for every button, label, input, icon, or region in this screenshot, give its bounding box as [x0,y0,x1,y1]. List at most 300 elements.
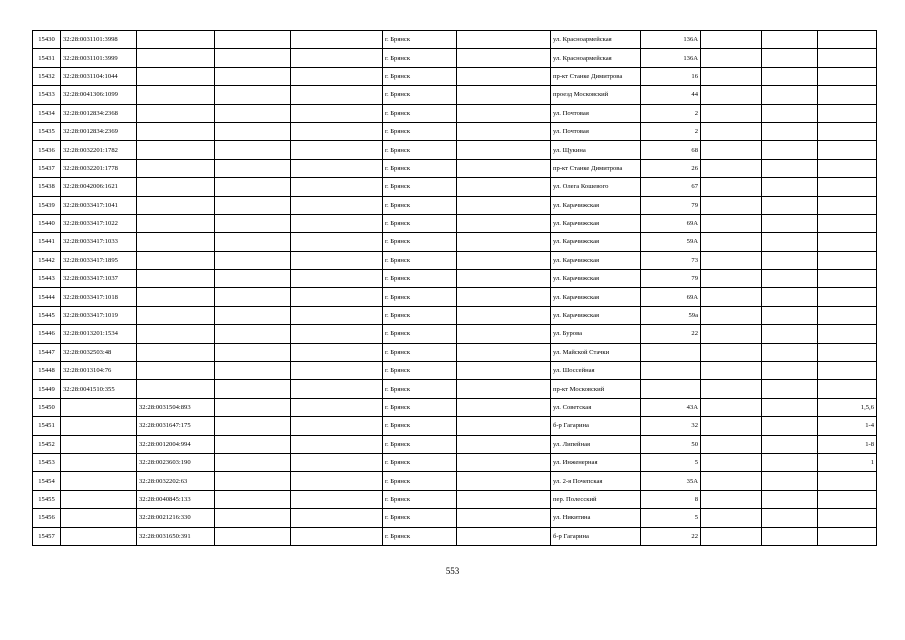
cadastral-number-premises: 32:28:0023603:190 [137,453,215,471]
flat-number-cell [818,472,877,490]
street-cell: ул. Карачижская [551,233,641,251]
empty-cell [215,417,291,435]
cadastral-number-building [61,453,137,471]
empty-cell [701,104,762,122]
empty-cell [457,490,551,508]
flat-number-cell [818,86,877,104]
empty-cell [291,178,383,196]
city-cell: г. Брянск [383,178,457,196]
cadastral-number-premises [137,214,215,232]
empty-cell [762,380,818,398]
empty-cell [701,178,762,196]
empty-cell [457,343,551,361]
row-number: 15437 [33,159,61,177]
row-number: 15439 [33,196,61,214]
empty-cell [701,325,762,343]
empty-cell [762,104,818,122]
cadastral-number-premises [137,325,215,343]
empty-cell [762,251,818,269]
row-number: 15430 [33,31,61,49]
empty-cell [762,362,818,380]
empty-cell [762,141,818,159]
cadastral-number-building: 32:28:0041510:355 [61,380,137,398]
flat-number-cell [818,527,877,545]
street-cell: проезд Московский [551,86,641,104]
empty-cell [762,325,818,343]
house-number-cell: 2 [641,122,701,140]
empty-cell [291,362,383,380]
city-cell: г. Брянск [383,417,457,435]
house-number-cell: 5 [641,509,701,527]
empty-cell [762,288,818,306]
empty-cell [215,196,291,214]
table-row [33,122,877,140]
page-number: 553 [445,566,460,576]
flat-number-cell: 1-8 [818,435,877,453]
cadastral-number-premises [137,104,215,122]
empty-cell [701,49,762,67]
row-number: 15438 [33,178,61,196]
flat-number-cell: 1-4 [818,417,877,435]
empty-cell [291,509,383,527]
flat-number-cell: 1 [818,453,877,471]
house-number-cell: 22 [641,527,701,545]
cadastral-number-premises [137,343,215,361]
empty-cell [457,122,551,140]
street-cell: ул. Почтовая [551,122,641,140]
cadastral-number-building [61,472,137,490]
house-number-cell [641,362,701,380]
cadastral-number-building: 32:28:0032503:48 [61,343,137,361]
row-number: 15434 [33,104,61,122]
empty-cell [762,67,818,85]
empty-cell [457,86,551,104]
house-number-cell: 79 [641,196,701,214]
row-number: 15446 [33,325,61,343]
city-cell: г. Брянск [383,104,457,122]
empty-cell [291,49,383,67]
cadastral-number-premises [137,86,215,104]
empty-cell [215,453,291,471]
cadastral-number-premises: 32:28:0032202:63 [137,472,215,490]
street-cell: ул. Карачижская [551,306,641,324]
table-row [33,104,877,122]
house-number-cell: 43А [641,398,701,416]
city-cell: г. Брянск [383,196,457,214]
empty-cell [291,380,383,398]
cadastral-number-premises [137,122,215,140]
empty-cell [762,453,818,471]
empty-cell [291,233,383,251]
empty-cell [215,362,291,380]
empty-cell [457,233,551,251]
empty-cell [291,472,383,490]
house-number-cell: 8 [641,490,701,508]
empty-cell [291,325,383,343]
empty-cell [291,122,383,140]
street-cell: ул. Олега Кошевого [551,178,641,196]
cadastral-number-building: 32:28:0041306:1099 [61,86,137,104]
empty-cell [701,31,762,49]
cadastral-number-building: 32:28:0032201:1778 [61,159,137,177]
house-number-cell: 32 [641,417,701,435]
cadastral-number-building: 32:28:0033417:1019 [61,306,137,324]
street-cell: ул. Карачижская [551,196,641,214]
house-number-cell: 22 [641,325,701,343]
empty-cell [215,86,291,104]
empty-cell [457,509,551,527]
street-cell: ул. Красноармейская [551,49,641,67]
table-row [33,325,877,343]
empty-cell [291,159,383,177]
empty-cell [291,453,383,471]
table-row [33,490,877,508]
row-number: 15440 [33,214,61,232]
table-row [33,288,877,306]
row-number: 15445 [33,306,61,324]
city-cell: г. Брянск [383,233,457,251]
empty-cell [215,343,291,361]
city-cell: г. Брянск [383,362,457,380]
row-number: 15441 [33,233,61,251]
house-number-cell: 136А [641,31,701,49]
empty-cell [215,233,291,251]
city-cell: г. Брянск [383,159,457,177]
row-number: 15431 [33,49,61,67]
table-row [33,472,877,490]
cadastral-number-building [61,527,137,545]
empty-cell [457,380,551,398]
row-number: 15450 [33,398,61,416]
street-cell: ул. Инженерная [551,453,641,471]
table-row [33,86,877,104]
empty-cell [701,380,762,398]
flat-number-cell [818,122,877,140]
empty-cell [215,472,291,490]
cadastral-number-premises [137,288,215,306]
empty-cell [457,159,551,177]
empty-cell [701,122,762,140]
empty-cell [701,233,762,251]
empty-cell [291,306,383,324]
house-number-cell: 5 [641,453,701,471]
empty-cell [457,527,551,545]
city-cell: г. Брянск [383,288,457,306]
house-number-cell: 79 [641,270,701,288]
row-number: 15452 [33,435,61,453]
cadastral-number-building: 32:28:0031101:3998 [61,31,137,49]
empty-cell [291,196,383,214]
row-number: 15432 [33,67,61,85]
street-cell: ул. Бурова [551,325,641,343]
row-number: 15455 [33,490,61,508]
street-cell: б-р Гагарина [551,417,641,435]
empty-cell [701,270,762,288]
empty-cell [762,49,818,67]
cadastral-number-premises [137,159,215,177]
street-cell: пр-кт Станке Димитрова [551,67,641,85]
cadastral-number-premises [137,67,215,85]
flat-number-cell [818,251,877,269]
empty-cell [291,86,383,104]
empty-cell [701,472,762,490]
cadastral-number-premises: 32:28:0040845:133 [137,490,215,508]
empty-cell [291,490,383,508]
house-number-cell: 50 [641,435,701,453]
empty-cell [215,398,291,416]
table-row [33,509,877,527]
house-number-cell [641,380,701,398]
empty-cell [701,214,762,232]
empty-cell [701,159,762,177]
street-cell: ул. Советская [551,398,641,416]
cadastral-number-premises [137,251,215,269]
empty-cell [215,214,291,232]
flat-number-cell [818,196,877,214]
flat-number-cell [818,270,877,288]
empty-cell [457,104,551,122]
empty-cell [457,472,551,490]
flat-number-cell [818,214,877,232]
table-row [33,362,877,380]
city-cell: г. Брянск [383,270,457,288]
empty-cell [701,417,762,435]
cadastral-number-building: 32:28:0033417:1041 [61,196,137,214]
empty-cell [291,270,383,288]
row-number: 15456 [33,509,61,527]
empty-cell [701,527,762,545]
empty-cell [291,288,383,306]
table-row [33,214,877,232]
row-number: 15435 [33,122,61,140]
empty-cell [701,196,762,214]
cadastral-number-building: 32:28:0033417:1022 [61,214,137,232]
flat-number-cell [818,380,877,398]
cadastral-number-premises: 32:28:0031650:391 [137,527,215,545]
city-cell: г. Брянск [383,67,457,85]
empty-cell [701,141,762,159]
city-cell: г. Брянск [383,453,457,471]
empty-cell [762,417,818,435]
empty-cell [291,31,383,49]
empty-cell [291,435,383,453]
city-cell: г. Брянск [383,490,457,508]
empty-cell [457,141,551,159]
cadastral-number-premises [137,233,215,251]
street-cell: ул. Никитина [551,509,641,527]
cadastral-number-building: 32:28:0031101:3999 [61,49,137,67]
row-number: 15451 [33,417,61,435]
empty-cell [457,49,551,67]
cadastral-number-premises [137,380,215,398]
empty-cell [215,49,291,67]
row-number: 15433 [33,86,61,104]
cadastral-number-premises [137,306,215,324]
empty-cell [701,509,762,527]
row-number: 15448 [33,362,61,380]
house-number-cell: 69А [641,214,701,232]
empty-cell [762,31,818,49]
table-row [33,398,877,416]
cadastral-number-building [61,398,137,416]
empty-cell [701,306,762,324]
empty-cell [457,453,551,471]
house-number-cell: 68 [641,141,701,159]
cadastral-number-building [61,490,137,508]
empty-cell [215,490,291,508]
empty-cell [701,67,762,85]
cadastral-number-building [61,435,137,453]
empty-cell [701,86,762,104]
empty-cell [457,67,551,85]
empty-cell [762,270,818,288]
empty-cell [701,435,762,453]
table-row [33,67,877,85]
house-number-cell: 69А [641,288,701,306]
city-cell: г. Брянск [383,527,457,545]
flat-number-cell [818,362,877,380]
cadastral-number-building: 32:28:0033417:1895 [61,251,137,269]
row-number: 15447 [33,343,61,361]
empty-cell [701,398,762,416]
cadastral-number-building: 32:28:0032201:1782 [61,141,137,159]
empty-cell [762,435,818,453]
empty-cell [457,306,551,324]
flat-number-cell [818,67,877,85]
empty-cell [457,325,551,343]
empty-cell [457,196,551,214]
city-cell: г. Брянск [383,31,457,49]
empty-cell [701,362,762,380]
flat-number-cell [818,178,877,196]
cadastral-number-building: 32:28:0012834:2369 [61,122,137,140]
empty-cell [215,159,291,177]
street-cell: ул. Майской Стачки [551,343,641,361]
table-row [33,196,877,214]
cadastral-number-premises [137,196,215,214]
empty-cell [457,31,551,49]
row-number: 15443 [33,270,61,288]
empty-cell [291,141,383,159]
cadastral-number-building: 32:28:0042006:1621 [61,178,137,196]
street-cell: ул. Карачижская [551,270,641,288]
city-cell: г. Брянск [383,435,457,453]
row-number: 15449 [33,380,61,398]
street-cell: ул. Карачижская [551,251,641,269]
flat-number-cell [818,104,877,122]
house-number-cell: 2 [641,104,701,122]
street-cell: ул. Почтовая [551,104,641,122]
row-number: 15436 [33,141,61,159]
table-row [33,343,877,361]
empty-cell [701,490,762,508]
empty-cell [762,490,818,508]
empty-cell [457,178,551,196]
flat-number-cell [818,49,877,67]
empty-cell [457,398,551,416]
house-number-cell: 136А [641,49,701,67]
house-number-cell: 16 [641,67,701,85]
house-number-cell: 73 [641,251,701,269]
street-cell: б-р Гагарина [551,527,641,545]
table-row [33,178,877,196]
flat-number-cell [818,141,877,159]
cadastral-number-building: 32:28:0031104:1044 [61,67,137,85]
house-number-cell [641,343,701,361]
empty-cell [215,435,291,453]
empty-cell [215,270,291,288]
table-row [33,417,877,435]
cadastral-number-premises: 32:28:0021216:330 [137,509,215,527]
empty-cell [762,214,818,232]
cadastral-number-building [61,417,137,435]
cadastral-number-building: 32:28:0013104:76 [61,362,137,380]
house-number-cell: 67 [641,178,701,196]
empty-cell [291,251,383,269]
empty-cell [762,122,818,140]
table-row [33,31,877,49]
house-number-cell: 35А [641,472,701,490]
table-row [33,527,877,545]
empty-cell [457,251,551,269]
flat-number-cell [818,159,877,177]
table-row [33,159,877,177]
cadastral-number-building: 32:28:0012834:2368 [61,104,137,122]
row-number: 15442 [33,251,61,269]
empty-cell [215,509,291,527]
table-row [33,233,877,251]
table-row [33,306,877,324]
city-cell: г. Брянск [383,325,457,343]
house-number-cell: 59а [641,306,701,324]
empty-cell [291,527,383,545]
empty-cell [762,178,818,196]
row-number: 15457 [33,527,61,545]
empty-cell [291,343,383,361]
table-row [33,141,877,159]
city-cell: г. Брянск [383,398,457,416]
street-cell: пер. Полесский [551,490,641,508]
house-number-cell: 44 [641,86,701,104]
empty-cell [291,104,383,122]
cadastral-number-premises [137,362,215,380]
house-number-cell: 59А [641,233,701,251]
empty-cell [762,159,818,177]
empty-cell [457,288,551,306]
street-cell: ул. Шоссейная [551,362,641,380]
cadastral-number-premises: 32:28:0012004:994 [137,435,215,453]
empty-cell [762,306,818,324]
table-row [33,380,877,398]
city-cell: г. Брянск [383,343,457,361]
empty-cell [215,67,291,85]
city-cell: г. Брянск [383,509,457,527]
city-cell: г. Брянск [383,49,457,67]
empty-cell [215,380,291,398]
empty-cell [215,325,291,343]
empty-cell [215,251,291,269]
cadastral-number-premises: 32:28:0031504:893 [137,398,215,416]
table-body [33,31,877,546]
row-number: 15453 [33,453,61,471]
city-cell: г. Брянск [383,380,457,398]
flat-number-cell: 1,5,6 [818,398,877,416]
street-cell: ул. Красноармейская [551,31,641,49]
table-row [33,435,877,453]
empty-cell [215,104,291,122]
cadastral-number-premises [137,49,215,67]
empty-cell [457,362,551,380]
